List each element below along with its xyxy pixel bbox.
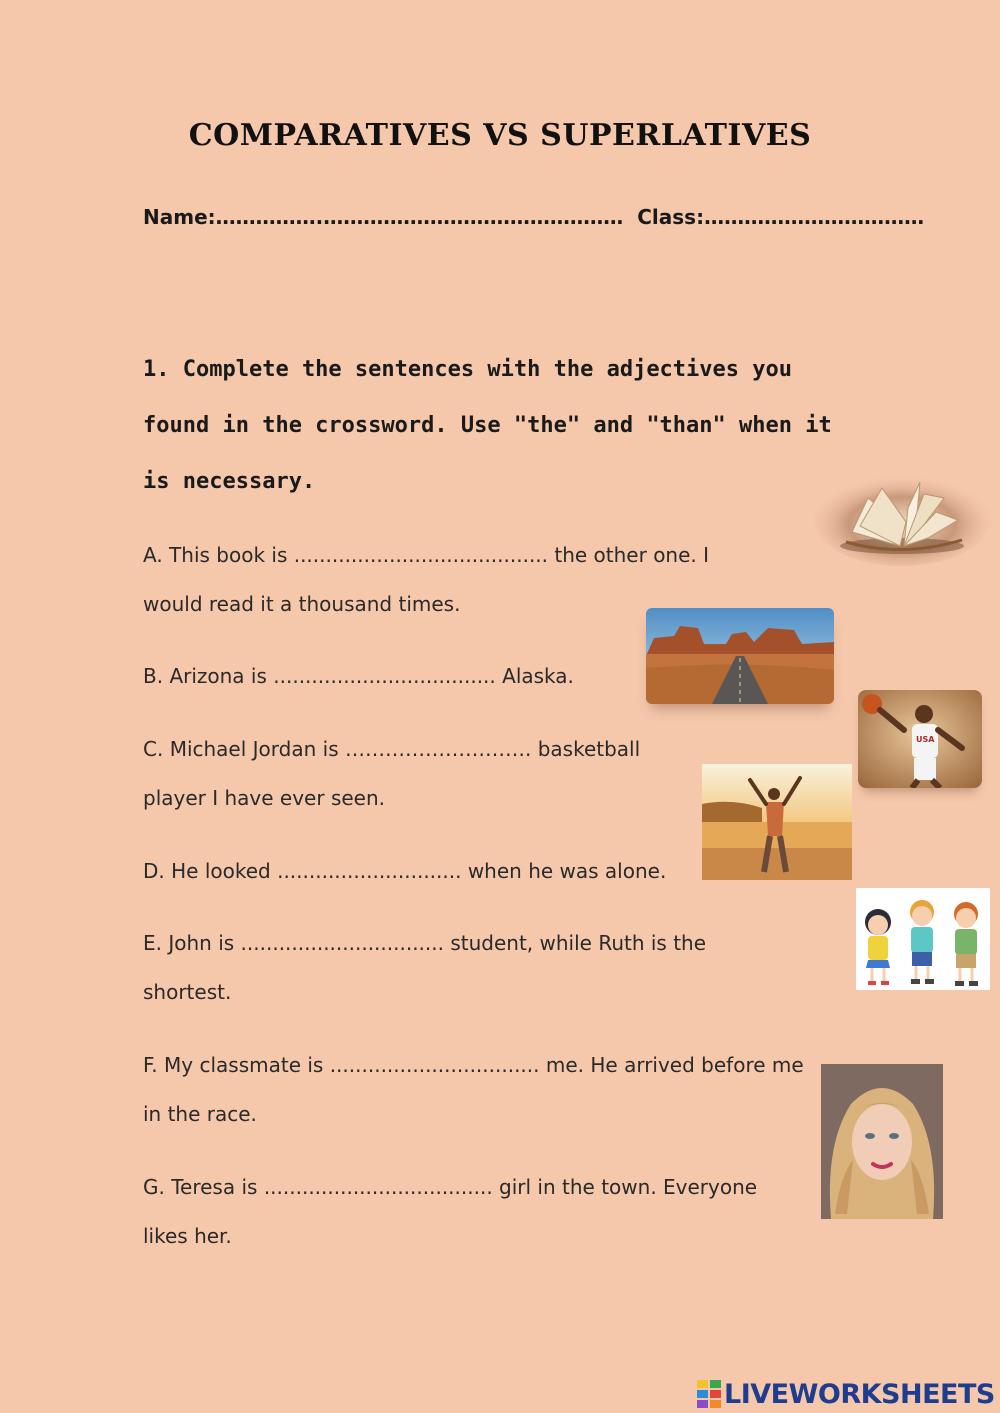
sentence-b bbox=[143, 652, 643, 701]
sentence-letter: C. bbox=[143, 737, 164, 761]
class-field[interactable]: …………………………… bbox=[704, 205, 925, 229]
sentence-text: Teresa is bbox=[171, 1175, 258, 1199]
three-children-image bbox=[856, 888, 990, 990]
answer-blank-c[interactable]: ………………………. bbox=[344, 737, 532, 761]
sentence-text: Alaska. bbox=[502, 664, 574, 688]
name-field[interactable]: …………….……………………………………… bbox=[215, 205, 624, 229]
sentence-letter: B. bbox=[143, 664, 164, 688]
answer-blank-e[interactable]: ................................ bbox=[240, 931, 444, 955]
sentence-text: girl in the town. Everyone likes her. bbox=[143, 1175, 758, 1248]
liveworksheets-logo-icon bbox=[697, 1380, 721, 1408]
desert-road-image bbox=[646, 608, 834, 704]
sentence-c bbox=[143, 725, 673, 823]
exercise-instruction: 1. Complete the sentences with the adjectives you found in the crossword. Use "the" and "than" when it is necessary. bbox=[143, 357, 832, 494]
sentence-text: basketball player I have ever seen. bbox=[143, 737, 641, 810]
liveworksheets-brand-text: LIVEWORKSHEETS bbox=[724, 1378, 995, 1410]
sentence-letter: G. bbox=[143, 1175, 165, 1199]
sentence-text: the other one. I would read it a thousand times. bbox=[143, 543, 710, 616]
sentence-text: My classmate is bbox=[164, 1053, 324, 1077]
sentence-letter: D. bbox=[143, 859, 165, 883]
svg-text:USA: USA bbox=[916, 735, 935, 744]
sentence-text: John is bbox=[168, 931, 235, 955]
worksheet-title: COMPARATIVES VS SUPERLATIVES bbox=[188, 118, 812, 153]
answer-blank-f[interactable]: ................................. bbox=[329, 1053, 540, 1077]
sentence-text: He looked bbox=[171, 859, 271, 883]
answer-blank-d[interactable]: ............................. bbox=[277, 859, 462, 883]
sentence-text: student, while Ruth is the shortest. bbox=[143, 931, 707, 1004]
man-at-beach-image bbox=[702, 764, 852, 880]
basketball-player-image bbox=[858, 690, 982, 788]
sentence-text: me. He arrived before me in the race. bbox=[143, 1053, 804, 1126]
sentence-letter: E. bbox=[143, 931, 162, 955]
sentence-text: when he was alone. bbox=[467, 859, 667, 883]
sentence-text: Arizona is bbox=[169, 664, 267, 688]
open-book-image bbox=[812, 468, 992, 568]
sentence-letter: A. bbox=[143, 543, 163, 567]
answer-blank-b[interactable]: ................................... bbox=[273, 664, 496, 688]
girl-portrait-image bbox=[821, 1064, 943, 1219]
class-label: Class: bbox=[637, 205, 705, 229]
sentence-g bbox=[143, 1163, 793, 1261]
sentence-text: This book is bbox=[169, 543, 288, 567]
student-info-line bbox=[143, 205, 924, 229]
sentence-d bbox=[143, 847, 703, 896]
answer-blank-g[interactable]: .................................... bbox=[263, 1175, 493, 1199]
sentence-f bbox=[143, 1041, 813, 1139]
sentence-e bbox=[143, 919, 763, 1017]
sentence-text: Michael Jordan is bbox=[169, 737, 339, 761]
name-label: Name: bbox=[143, 205, 216, 229]
liveworksheets-logo bbox=[697, 1376, 995, 1412]
sentence-letter: F. bbox=[143, 1053, 158, 1077]
answer-blank-a[interactable]: ........................................ bbox=[293, 543, 549, 567]
